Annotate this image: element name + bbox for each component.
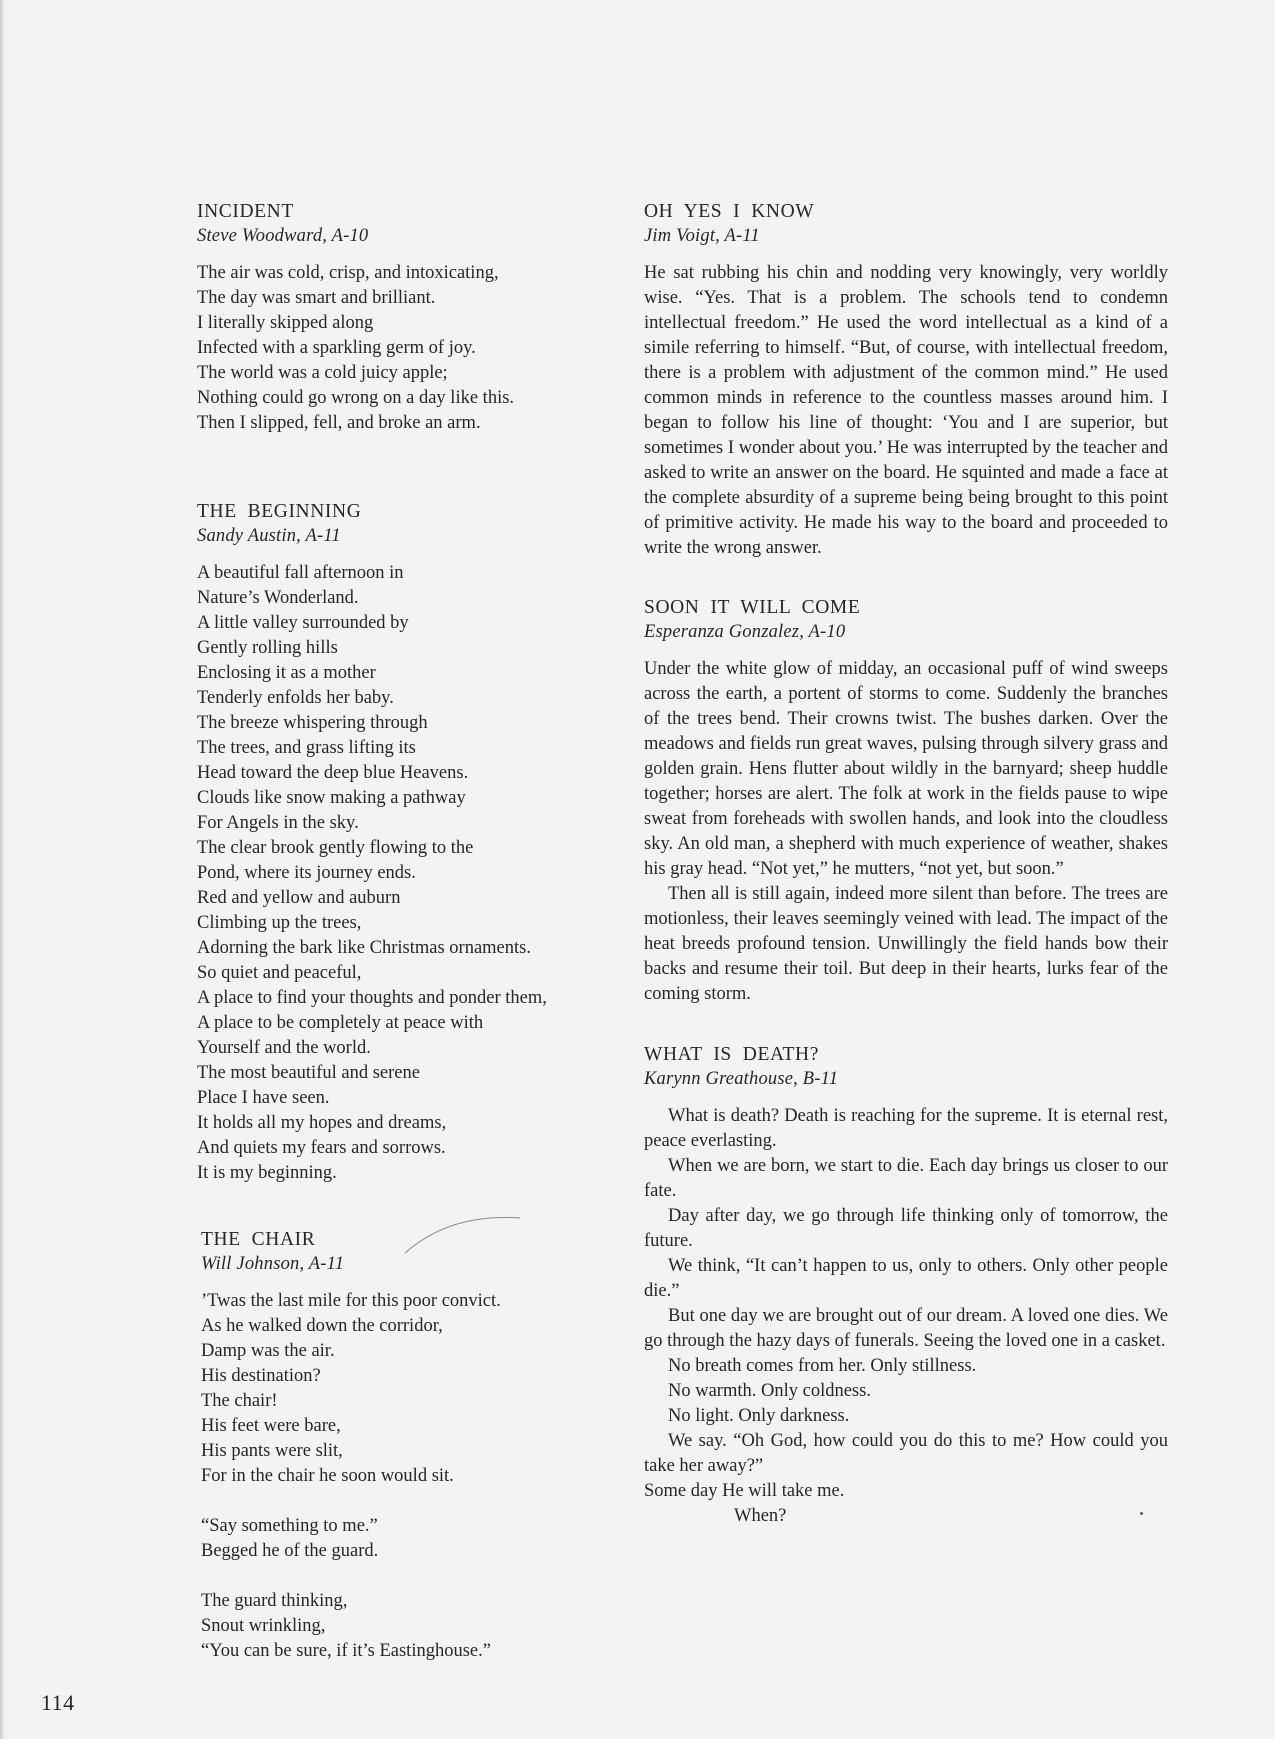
poem-line: Nothing could go wrong on a day like this. [197,388,515,408]
essay-paragraph: Some day He will take me. [644,1481,845,1501]
poem-line: So quiet and peaceful, [197,963,362,983]
poem-line: Head toward the deep blue Heavens. [197,763,469,783]
poem-title: INCIDENT [197,201,294,222]
poem-line: For Angels in the sky. [197,813,359,833]
poem-line: “You can be sure, if it’s Eastinghouse.” [201,1641,491,1661]
poem-the-chair [201,1228,627,1664]
pencil-mark [400,1208,530,1258]
poem-line: Gently rolling hills [197,638,338,658]
poem-line: Pond, where its journey ends. [197,863,416,883]
poem-line: Enclosing it as a mother [197,663,376,683]
essay-soon-it-will-come [644,596,1168,1007]
poem-author: Will Johnson, A-11 [201,1254,345,1274]
essay-paragraph: We think, “It can’t happen to us, only to others. Only other people die.” [644,1256,1168,1301]
essay-author: Karynn Greathouse, B-11 [644,1069,839,1089]
poem-line: A beautiful fall afternoon in [197,563,404,583]
poem-body [201,1289,627,1664]
poem-title: THE CHAIR [201,1229,316,1250]
essay-title: WHAT IS DEATH? [644,1044,819,1065]
page-edge [0,0,4,1739]
essay-paragraph: Day after day, we go through life thinking only of tomorrow, the future. [644,1206,1168,1251]
poem-line: The chair! [201,1391,278,1411]
poem-line: A place to be completely at peace with [197,1013,484,1033]
essay-paragraph: What is death? Death is reaching for the supreme. It is eternal rest, peace everlasting. [644,1106,1168,1151]
poem-author: Steve Woodward, A-10 [197,226,369,246]
poem-line: The world was a cold juicy apple; [197,363,448,383]
poem-line: The guard thinking, [201,1591,348,1611]
essay-paragraph: When we are born, we start to die. Each day brings us closer to our fate. [644,1156,1168,1201]
poem-body [197,561,627,1186]
poem-line: The clear brook gently flowing to the [197,838,474,858]
poem-line: His pants were slit, [201,1441,343,1461]
essay-paragraph: We say. “Oh God, how could you do this to me? How could you take her away?” [644,1431,1168,1476]
essay-paragraph: No warmth. Only coldness. [668,1381,871,1401]
poem-line: Climbing up the trees, [197,913,362,933]
left-column [197,200,627,1664]
page-number: 114 [41,1690,75,1715]
essay-paragraph: Then all is still again, indeed more silent than before. The trees are motionless, their leaves seemingly veined with lead. The impact of the heat breeds profound tension. Unwillingly the field hands bow their backs and resume their toil. But deep in their hearts, lurks fear of the coming storm. [644,884,1168,1004]
poem-line: Nature’s Wonderland. [197,588,359,608]
poem-line: His feet were bare, [201,1416,341,1436]
poem-line: Tenderly enfolds her baby. [197,688,394,708]
poem-line: Adorning the bark like Christmas ornaments. [197,938,531,958]
essay-author: Jim Voigt, A-11 [644,226,760,246]
poem-line: The day was smart and brilliant. [197,288,436,308]
essay-paragraph: But one day we are brought out of our dream. A loved one dies. We go through the hazy days of funerals. Seeing the loved one in a casket. [644,1306,1168,1351]
poem-line: I literally skipped along [197,313,374,333]
essay-paragraph: When? [734,1506,787,1526]
right-column [644,200,1168,1529]
essay-title: SOON IT WILL COME [644,597,861,618]
poem-line: His destination? [201,1366,321,1386]
poem-line: Snout wrinkling, [201,1616,326,1636]
essay-body [644,657,1168,1007]
poem-line: Damp was the air. [201,1341,335,1361]
poem-line: Clouds like snow making a pathway [197,788,466,808]
poem-the-beginning [197,500,627,1186]
poem-line: ’Twas the last mile for this poor convict. [201,1291,501,1311]
poem-line: The most beautiful and serene [197,1063,420,1083]
poem-line: Then I slipped, fell, and broke an arm. [197,413,481,433]
poem-line: And quiets my fears and sorrows. [197,1138,446,1158]
poem-line: A little valley surrounded by [197,613,409,633]
essay-paragraph: Under the white glow of midday, an occasional puff of wind sweeps across the earth, a portent of storms to come. Suddenly the branches of the trees bend. Their crowns twist. The bushes darken. Over the meadows and fields run great waves, pulsing through silvery grass and golden grain. Hens flutter about wildly in the barnyard; sheep huddle together; horses are alert. The folk at work in the fields pause to wipe sweat from foreheads with swollen hands, and look into the cloudless sky. An old man, a shepherd with much experience of weather, shakes his gray head. “Not yet,” he mutters, “not yet, but soon.” [644,659,1168,879]
poem-line: It is my beginning. [197,1163,337,1183]
poem-line: It holds all my hopes and dreams, [197,1113,447,1133]
essay-paragraph: No light. Only darkness. [668,1406,850,1426]
essay-title: OH YES I KNOW [644,201,815,222]
print-speck [1140,1512,1143,1515]
poem-line: The breeze whispering through [197,713,428,733]
poem-line: Yourself and the world. [197,1038,371,1058]
essay-body [644,261,1168,561]
poem-line: The trees, and grass lifting its [197,738,416,758]
essay-author: Esperanza Gonzalez, A-10 [644,622,846,642]
poem-line: The air was cold, crisp, and intoxicating, [197,263,499,283]
essay-what-is-death [644,1043,1168,1529]
essay-oh-yes-i-know [644,200,1168,561]
poem-line: Place I have seen. [197,1088,330,1108]
poem-line: As he walked down the corridor, [201,1316,443,1336]
essay-paragraph: No breath comes from her. Only stillness. [668,1356,977,1376]
poem-title: THE BEGINNING [197,501,362,522]
poem-line: Begged he of the guard. [201,1541,379,1561]
poem-author: Sandy Austin, A-11 [197,526,341,546]
poem-line: Red and yellow and auburn [197,888,401,908]
poem-line: A place to find your thoughts and ponder them, [197,988,547,1008]
poem-line: For in the chair he soon would sit. [201,1466,454,1486]
poem-body [197,261,627,436]
poem-line: Infected with a sparkling germ of joy. [197,338,476,358]
poem-line: “Say something to me.” [201,1516,378,1536]
poem-incident [197,200,627,436]
essay-body [644,1104,1168,1529]
essay-paragraph: He sat rubbing his chin and nodding very knowingly, very worldly wise. “Yes. That is a problem. The schools tend to condemn intellectual freedom.” He used the word intellectual as a kind of a simile referring to himself. “But, of course, with intellectual freedom, there is a problem with adjustment of the common mind.” He used common minds in reference to the countless masses around him. I began to follow his line of thought: ‘You and I are superior, but sometimes I wonder about you.’ He was interrupted by the teacher and asked to write an answer on the board. He squinted and made a face at the complete absurdity of a supreme being being brought to this point of primitive activity. He made his way to the board and proceeded to write the wrong answer. [644,263,1168,558]
